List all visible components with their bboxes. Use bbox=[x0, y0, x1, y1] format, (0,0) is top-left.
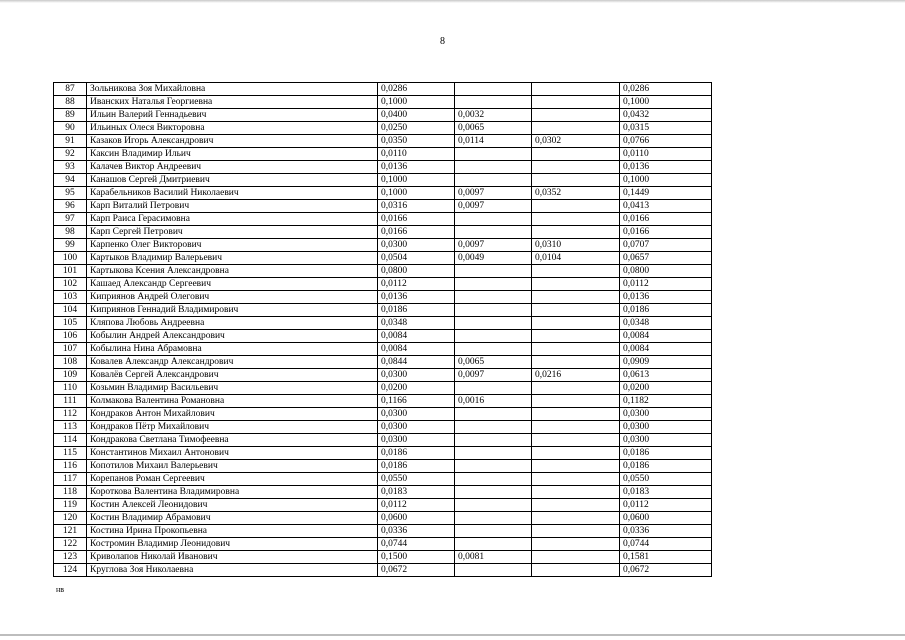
footer-mark: нв bbox=[56, 585, 65, 594]
share-2-cell: 0,0097 bbox=[455, 239, 532, 252]
share-3-cell bbox=[532, 265, 620, 278]
person-name-cell: Ильиных Олеся Викторовна bbox=[87, 122, 378, 135]
row-number-cell: 89 bbox=[54, 109, 87, 122]
share-2-cell: 0,0114 bbox=[455, 135, 532, 148]
total-share-cell: 0,0550 bbox=[620, 473, 712, 486]
share-3-cell bbox=[532, 525, 620, 538]
share-1-cell: 0,0672 bbox=[378, 564, 455, 577]
table-row bbox=[54, 356, 712, 369]
share-3-cell bbox=[532, 330, 620, 343]
table-row bbox=[54, 382, 712, 395]
share-3-cell bbox=[532, 343, 620, 356]
share-2-cell: 0,0097 bbox=[455, 200, 532, 213]
total-share-cell: 0,0186 bbox=[620, 447, 712, 460]
row-number-cell: 105 bbox=[54, 317, 87, 330]
share-1-cell: 0,1000 bbox=[378, 96, 455, 109]
person-name-cell: Карп Раиса Герасимовна bbox=[87, 213, 378, 226]
share-2-cell bbox=[455, 330, 532, 343]
total-share-cell: 0,0183 bbox=[620, 486, 712, 499]
row-number-cell: 100 bbox=[54, 252, 87, 265]
total-share-cell: 0,0744 bbox=[620, 538, 712, 551]
total-share-cell: 0,0112 bbox=[620, 278, 712, 291]
total-share-cell: 0,0166 bbox=[620, 226, 712, 239]
person-name-cell: Карпенко Олег Викторович bbox=[87, 239, 378, 252]
total-share-cell: 0,0186 bbox=[620, 460, 712, 473]
share-2-cell: 0,0065 bbox=[455, 356, 532, 369]
table-row bbox=[54, 187, 712, 200]
total-share-cell: 0,0186 bbox=[620, 304, 712, 317]
person-name-cell: Ильин Валерий Геннадьевич bbox=[87, 109, 378, 122]
total-share-cell: 0,0084 bbox=[620, 343, 712, 356]
share-2-cell bbox=[455, 486, 532, 499]
share-2-cell bbox=[455, 408, 532, 421]
share-3-cell bbox=[532, 382, 620, 395]
total-share-cell: 0,0136 bbox=[620, 291, 712, 304]
share-1-cell: 0,0112 bbox=[378, 499, 455, 512]
share-3-cell bbox=[532, 447, 620, 460]
total-share-cell: 0,0613 bbox=[620, 369, 712, 382]
row-number-cell: 91 bbox=[54, 135, 87, 148]
share-3-cell bbox=[532, 473, 620, 486]
row-number-cell: 122 bbox=[54, 538, 87, 551]
share-2-cell bbox=[455, 96, 532, 109]
share-1-cell: 0,0400 bbox=[378, 109, 455, 122]
total-share-cell: 0,0200 bbox=[620, 382, 712, 395]
table-row bbox=[54, 109, 712, 122]
row-number-cell: 98 bbox=[54, 226, 87, 239]
page-number: 8 bbox=[440, 36, 445, 47]
table-row bbox=[54, 473, 712, 486]
person-name-cell: Круглова Зоя Николаевна bbox=[87, 564, 378, 577]
row-number-cell: 103 bbox=[54, 291, 87, 304]
share-2-cell bbox=[455, 304, 532, 317]
share-2-cell bbox=[455, 512, 532, 525]
person-name-cell: Кобылин Андрей Александрович bbox=[87, 330, 378, 343]
share-1-cell: 0,1000 bbox=[378, 187, 455, 200]
share-3-cell bbox=[532, 538, 620, 551]
total-share-cell: 0,0112 bbox=[620, 499, 712, 512]
share-1-cell: 0,0136 bbox=[378, 161, 455, 174]
share-2-cell: 0,0097 bbox=[455, 369, 532, 382]
share-3-cell bbox=[532, 122, 620, 135]
table-body bbox=[54, 83, 712, 577]
table-row bbox=[54, 265, 712, 278]
table-row bbox=[54, 148, 712, 161]
total-share-cell: 0,0600 bbox=[620, 512, 712, 525]
share-2-cell bbox=[455, 265, 532, 278]
person-name-cell: Карп Сергей Петрович bbox=[87, 226, 378, 239]
share-2-cell bbox=[455, 83, 532, 96]
total-share-cell: 0,1182 bbox=[620, 395, 712, 408]
total-share-cell: 0,0348 bbox=[620, 317, 712, 330]
total-share-cell: 0,0657 bbox=[620, 252, 712, 265]
total-share-cell: 0,1449 bbox=[620, 187, 712, 200]
person-name-cell: Козьмин Владимир Васильевич bbox=[87, 382, 378, 395]
table-row bbox=[54, 135, 712, 148]
total-share-cell: 0,0286 bbox=[620, 83, 712, 96]
table-row bbox=[54, 460, 712, 473]
table-row bbox=[54, 564, 712, 577]
share-3-cell bbox=[532, 174, 620, 187]
table-row bbox=[54, 408, 712, 421]
share-1-cell: 0,0186 bbox=[378, 460, 455, 473]
person-name-cell: Картыкова Ксения Александровна bbox=[87, 265, 378, 278]
person-name-cell: Колмакова Валентина Романовна bbox=[87, 395, 378, 408]
share-3-cell bbox=[532, 96, 620, 109]
share-3-cell bbox=[532, 291, 620, 304]
table-row bbox=[54, 421, 712, 434]
row-number-cell: 116 bbox=[54, 460, 87, 473]
share-3-cell bbox=[532, 109, 620, 122]
share-3-cell bbox=[532, 551, 620, 564]
person-name-cell: Криволапов Николай Иванович bbox=[87, 551, 378, 564]
share-2-cell: 0,0097 bbox=[455, 187, 532, 200]
total-share-cell: 0,0909 bbox=[620, 356, 712, 369]
share-1-cell: 0,0300 bbox=[378, 369, 455, 382]
scan-edge-top bbox=[0, 0, 905, 3]
person-name-cell: Калачев Виктор Андреевич bbox=[87, 161, 378, 174]
share-3-cell bbox=[532, 395, 620, 408]
total-share-cell: 0,1000 bbox=[620, 96, 712, 109]
share-1-cell: 0,0600 bbox=[378, 512, 455, 525]
share-2-cell: 0,0065 bbox=[455, 122, 532, 135]
person-name-cell: Кондраков Антон Михайлович bbox=[87, 408, 378, 421]
person-name-cell: Кашаед Александр Сергеевич bbox=[87, 278, 378, 291]
share-1-cell: 0,0136 bbox=[378, 291, 455, 304]
table-row bbox=[54, 525, 712, 538]
person-name-cell: Кобылина Нина Абрамовна bbox=[87, 343, 378, 356]
share-3-cell bbox=[532, 148, 620, 161]
person-name-cell: Карп Виталий Петрович bbox=[87, 200, 378, 213]
share-1-cell: 0,0166 bbox=[378, 213, 455, 226]
person-name-cell: Кондраков Пётр Михайлович bbox=[87, 421, 378, 434]
person-name-cell: Картыков Владимир Валерьевич bbox=[87, 252, 378, 265]
table-row bbox=[54, 161, 712, 174]
table-row bbox=[54, 252, 712, 265]
person-name-cell: Иванских Наталья Георгиевна bbox=[87, 96, 378, 109]
table-row bbox=[54, 278, 712, 291]
share-1-cell: 0,0110 bbox=[378, 148, 455, 161]
person-name-cell: Канашов Сергей Дмитриевич bbox=[87, 174, 378, 187]
share-3-cell bbox=[532, 512, 620, 525]
share-3-cell: 0,0216 bbox=[532, 369, 620, 382]
share-2-cell bbox=[455, 564, 532, 577]
row-number-cell: 114 bbox=[54, 434, 87, 447]
share-1-cell: 0,0300 bbox=[378, 421, 455, 434]
share-1-cell: 0,0800 bbox=[378, 265, 455, 278]
row-number-cell: 124 bbox=[54, 564, 87, 577]
row-number-cell: 95 bbox=[54, 187, 87, 200]
share-1-cell: 0,0336 bbox=[378, 525, 455, 538]
share-1-cell: 0,0300 bbox=[378, 239, 455, 252]
total-share-cell: 0,0707 bbox=[620, 239, 712, 252]
share-3-cell: 0,0302 bbox=[532, 135, 620, 148]
share-2-cell bbox=[455, 473, 532, 486]
total-share-cell: 0,0432 bbox=[620, 109, 712, 122]
share-2-cell bbox=[455, 161, 532, 174]
share-1-cell: 0,0744 bbox=[378, 538, 455, 551]
share-1-cell: 0,0183 bbox=[378, 486, 455, 499]
share-3-cell: 0,0310 bbox=[532, 239, 620, 252]
row-number-cell: 104 bbox=[54, 304, 87, 317]
person-name-cell: Зольникова Зоя Михайловна bbox=[87, 83, 378, 96]
share-2-cell bbox=[455, 174, 532, 187]
table-row bbox=[54, 226, 712, 239]
row-number-cell: 106 bbox=[54, 330, 87, 343]
share-1-cell: 0,0348 bbox=[378, 317, 455, 330]
share-2-cell bbox=[455, 343, 532, 356]
row-number-cell: 88 bbox=[54, 96, 87, 109]
row-number-cell: 87 bbox=[54, 83, 87, 96]
row-number-cell: 123 bbox=[54, 551, 87, 564]
total-share-cell: 0,0336 bbox=[620, 525, 712, 538]
row-number-cell: 117 bbox=[54, 473, 87, 486]
person-name-cell: Кляпова Любовь Андреевна bbox=[87, 317, 378, 330]
row-number-cell: 107 bbox=[54, 343, 87, 356]
person-name-cell: Костромин Владимир Леонидович bbox=[87, 538, 378, 551]
share-1-cell: 0,0350 bbox=[378, 135, 455, 148]
share-1-cell: 0,0186 bbox=[378, 304, 455, 317]
row-number-cell: 90 bbox=[54, 122, 87, 135]
share-3-cell bbox=[532, 460, 620, 473]
share-2-cell bbox=[455, 538, 532, 551]
share-3-cell bbox=[532, 434, 620, 447]
share-1-cell: 0,1166 bbox=[378, 395, 455, 408]
total-share-cell: 0,0672 bbox=[620, 564, 712, 577]
person-name-cell: Костин Алексей Леонидович bbox=[87, 499, 378, 512]
row-number-cell: 109 bbox=[54, 369, 87, 382]
person-name-cell: Казаков Игорь Александрович bbox=[87, 135, 378, 148]
share-3-cell bbox=[532, 278, 620, 291]
shareholders-table bbox=[53, 82, 712, 577]
share-1-cell: 0,0844 bbox=[378, 356, 455, 369]
table-row bbox=[54, 538, 712, 551]
share-1-cell: 0,0300 bbox=[378, 408, 455, 421]
share-2-cell: 0,0016 bbox=[455, 395, 532, 408]
total-share-cell: 0,0136 bbox=[620, 161, 712, 174]
table-row bbox=[54, 96, 712, 109]
share-2-cell: 0,0049 bbox=[455, 252, 532, 265]
row-number-cell: 121 bbox=[54, 525, 87, 538]
share-1-cell: 0,0316 bbox=[378, 200, 455, 213]
share-2-cell bbox=[455, 499, 532, 512]
total-share-cell: 0,0766 bbox=[620, 135, 712, 148]
person-name-cell: Каксин Владимир Ильич bbox=[87, 148, 378, 161]
total-share-cell: 0,0300 bbox=[620, 408, 712, 421]
total-share-cell: 0,0084 bbox=[620, 330, 712, 343]
person-name-cell: Копотилов Михаил Валерьевич bbox=[87, 460, 378, 473]
share-3-cell bbox=[532, 304, 620, 317]
share-2-cell bbox=[455, 382, 532, 395]
share-1-cell: 0,0186 bbox=[378, 447, 455, 460]
share-3-cell: 0,0104 bbox=[532, 252, 620, 265]
table-row bbox=[54, 434, 712, 447]
total-share-cell: 0,0300 bbox=[620, 421, 712, 434]
person-name-cell: Ковалев Александр Александрович bbox=[87, 356, 378, 369]
row-number-cell: 119 bbox=[54, 499, 87, 512]
person-name-cell: Константинов Михаил Антонович bbox=[87, 447, 378, 460]
table-row bbox=[54, 122, 712, 135]
share-1-cell: 0,0250 bbox=[378, 122, 455, 135]
share-3-cell bbox=[532, 226, 620, 239]
total-share-cell: 0,1000 bbox=[620, 174, 712, 187]
share-1-cell: 0,0200 bbox=[378, 382, 455, 395]
table-row bbox=[54, 213, 712, 226]
share-2-cell bbox=[455, 460, 532, 473]
table-row bbox=[54, 395, 712, 408]
share-3-cell bbox=[532, 408, 620, 421]
share-3-cell bbox=[532, 564, 620, 577]
person-name-cell: Киприянов Андрей Олегович bbox=[87, 291, 378, 304]
person-name-cell: Костин Владимир Абрамович bbox=[87, 512, 378, 525]
share-3-cell bbox=[532, 213, 620, 226]
table-row bbox=[54, 512, 712, 525]
table-row bbox=[54, 343, 712, 356]
share-3-cell bbox=[532, 486, 620, 499]
share-2-cell bbox=[455, 434, 532, 447]
share-3-cell bbox=[532, 200, 620, 213]
share-2-cell bbox=[455, 278, 532, 291]
table-row bbox=[54, 447, 712, 460]
total-share-cell: 0,0800 bbox=[620, 265, 712, 278]
row-number-cell: 111 bbox=[54, 395, 87, 408]
share-3-cell: 0,0352 bbox=[532, 187, 620, 200]
share-2-cell: 0,0081 bbox=[455, 551, 532, 564]
row-number-cell: 108 bbox=[54, 356, 87, 369]
row-number-cell: 99 bbox=[54, 239, 87, 252]
share-2-cell bbox=[455, 421, 532, 434]
table-row bbox=[54, 174, 712, 187]
row-number-cell: 101 bbox=[54, 265, 87, 278]
table-row bbox=[54, 239, 712, 252]
row-number-cell: 94 bbox=[54, 174, 87, 187]
table-row bbox=[54, 291, 712, 304]
table-row bbox=[54, 486, 712, 499]
share-2-cell bbox=[455, 291, 532, 304]
row-number-cell: 96 bbox=[54, 200, 87, 213]
person-name-cell: Киприянов Геннадий Владимирович bbox=[87, 304, 378, 317]
row-number-cell: 110 bbox=[54, 382, 87, 395]
total-share-cell: 0,1581 bbox=[620, 551, 712, 564]
person-name-cell: Карабельников Василий Николаевич bbox=[87, 187, 378, 200]
person-name-cell: Короткова Валентина Владимировна bbox=[87, 486, 378, 499]
person-name-cell: Костина Ирина Прокопьевна bbox=[87, 525, 378, 538]
table-row bbox=[54, 499, 712, 512]
total-share-cell: 0,0300 bbox=[620, 434, 712, 447]
share-3-cell bbox=[532, 317, 620, 330]
share-3-cell bbox=[532, 161, 620, 174]
table-row bbox=[54, 200, 712, 213]
row-number-cell: 93 bbox=[54, 161, 87, 174]
share-2-cell bbox=[455, 447, 532, 460]
row-number-cell: 120 bbox=[54, 512, 87, 525]
scan-edge-bottom bbox=[0, 634, 905, 636]
table-row bbox=[54, 330, 712, 343]
share-3-cell bbox=[532, 499, 620, 512]
share-2-cell: 0,0032 bbox=[455, 109, 532, 122]
row-number-cell: 97 bbox=[54, 213, 87, 226]
row-number-cell: 115 bbox=[54, 447, 87, 460]
share-1-cell: 0,0084 bbox=[378, 330, 455, 343]
share-1-cell: 0,0286 bbox=[378, 83, 455, 96]
share-1-cell: 0,0550 bbox=[378, 473, 455, 486]
share-2-cell bbox=[455, 148, 532, 161]
row-number-cell: 92 bbox=[54, 148, 87, 161]
share-2-cell bbox=[455, 213, 532, 226]
table-row bbox=[54, 304, 712, 317]
person-name-cell: Ковалёв Сергей Александрович bbox=[87, 369, 378, 382]
table-row bbox=[54, 369, 712, 382]
share-3-cell bbox=[532, 356, 620, 369]
table-row bbox=[54, 551, 712, 564]
table-row bbox=[54, 317, 712, 330]
total-share-cell: 0,0413 bbox=[620, 200, 712, 213]
row-number-cell: 102 bbox=[54, 278, 87, 291]
row-number-cell: 113 bbox=[54, 421, 87, 434]
table-row bbox=[54, 83, 712, 96]
share-3-cell bbox=[532, 83, 620, 96]
share-1-cell: 0,0166 bbox=[378, 226, 455, 239]
person-name-cell: Корепанов Роман Сергеевич bbox=[87, 473, 378, 486]
row-number-cell: 118 bbox=[54, 486, 87, 499]
total-share-cell: 0,0110 bbox=[620, 148, 712, 161]
share-2-cell bbox=[455, 317, 532, 330]
total-share-cell: 0,0166 bbox=[620, 213, 712, 226]
share-1-cell: 0,0084 bbox=[378, 343, 455, 356]
share-1-cell: 0,0300 bbox=[378, 434, 455, 447]
share-2-cell bbox=[455, 525, 532, 538]
share-2-cell bbox=[455, 226, 532, 239]
person-name-cell: Кондракова Светлана Тимофеевна bbox=[87, 434, 378, 447]
row-number-cell: 112 bbox=[54, 408, 87, 421]
total-share-cell: 0,0315 bbox=[620, 122, 712, 135]
share-1-cell: 0,0504 bbox=[378, 252, 455, 265]
share-1-cell: 0,1500 bbox=[378, 551, 455, 564]
share-1-cell: 0,1000 bbox=[378, 174, 455, 187]
share-3-cell bbox=[532, 421, 620, 434]
share-1-cell: 0,0112 bbox=[378, 278, 455, 291]
